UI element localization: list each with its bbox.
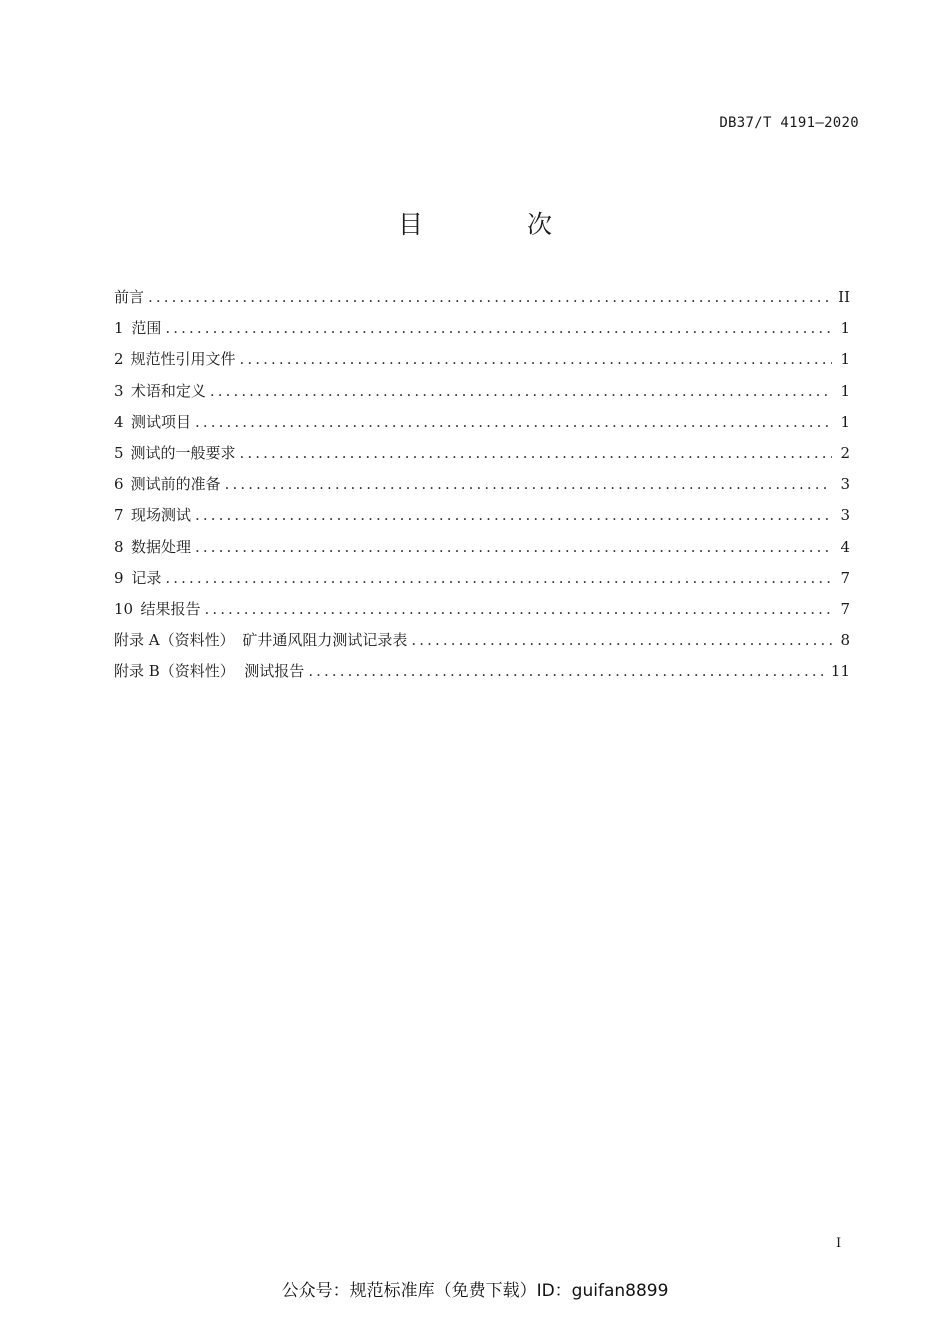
toc-entry-9[interactable] bbox=[114, 567, 850, 598]
toc-page-number: 3 bbox=[840, 506, 850, 525]
toc-entry-title: 术语和定义 bbox=[130, 381, 206, 400]
toc-entry-1[interactable] bbox=[114, 317, 850, 348]
toc-entry-number: 5 bbox=[114, 443, 124, 462]
toc-entry-number: 2 bbox=[114, 350, 124, 369]
toc-entry-number: 8 bbox=[114, 537, 124, 556]
toc-entry-title: 测试报告 bbox=[244, 662, 305, 681]
table-of-contents bbox=[114, 286, 850, 691]
toc-entry-number: 9 bbox=[114, 568, 124, 587]
toc-entry-8[interactable] bbox=[114, 536, 850, 567]
toc-entry-number: 6 bbox=[114, 475, 124, 494]
toc-entry-number: 7 bbox=[114, 506, 124, 525]
toc-leader-dots bbox=[240, 350, 833, 368]
toc-page-number: 1 bbox=[840, 412, 850, 431]
page-title: 目 次 bbox=[398, 210, 600, 239]
toc-entry-title: 记录 bbox=[131, 568, 162, 587]
toc-entry-title: 前言 bbox=[114, 288, 145, 306]
toc-entry-appendix-b[interactable] bbox=[114, 660, 850, 691]
toc-entry-title: 测试的一般要求 bbox=[130, 443, 236, 462]
toc-leader-dots bbox=[195, 538, 832, 556]
toc-page-number: 4 bbox=[840, 537, 850, 556]
toc-page-number: 2 bbox=[840, 443, 850, 462]
toc-entry-title: 规范性引用文件 bbox=[130, 350, 236, 369]
toc-entry-10[interactable] bbox=[114, 598, 850, 629]
toc-entry-title: 范围 bbox=[131, 319, 162, 338]
toc-page-number: II bbox=[838, 288, 850, 306]
toc-entry-4[interactable] bbox=[114, 411, 850, 442]
toc-leader-dots bbox=[411, 631, 832, 649]
toc-entry-2[interactable] bbox=[114, 348, 850, 379]
toc-entry-title: 矿井通风阻力测试记录表 bbox=[242, 631, 408, 650]
toc-page-number: 11 bbox=[830, 662, 850, 681]
toc-page-number: 3 bbox=[840, 475, 850, 494]
toc-leader-dots bbox=[240, 444, 833, 462]
toc-entry-title: 测试项目 bbox=[131, 412, 192, 431]
toc-entry-3[interactable] bbox=[114, 380, 850, 411]
toc-leader-dots bbox=[308, 662, 825, 680]
toc-leader-dots bbox=[210, 382, 832, 400]
toc-page-number: 7 bbox=[840, 599, 850, 618]
toc-entry-title: 数据处理 bbox=[131, 537, 192, 556]
standard-code: DB37/T 4191—2020 bbox=[719, 115, 859, 131]
watermark-text: 公众号：规范标准库（免费下载）ID：guifan8899 bbox=[281, 1281, 669, 1301]
toc-entry-appendix-a[interactable] bbox=[114, 629, 850, 660]
toc-leader-dots bbox=[225, 475, 832, 493]
toc-entry-number: 附录 A（资料性） bbox=[114, 631, 235, 650]
toc-leader-dots bbox=[195, 506, 832, 524]
toc-entry-number: 1 bbox=[114, 319, 124, 338]
toc-entry-number: 10 bbox=[114, 599, 134, 618]
toc-leader-dots bbox=[148, 288, 832, 306]
toc-entry-title: 测试前的准备 bbox=[130, 475, 221, 494]
toc-entry-title: 现场测试 bbox=[131, 506, 192, 525]
toc-page-number: 1 bbox=[840, 350, 850, 369]
toc-leader-dots bbox=[165, 319, 832, 337]
toc-page-number: 1 bbox=[840, 381, 850, 400]
toc-page-number: 1 bbox=[840, 319, 850, 338]
page-number: I bbox=[836, 1236, 842, 1251]
toc-entry-foreword[interactable] bbox=[114, 286, 850, 317]
toc-page-number: 7 bbox=[840, 568, 850, 587]
toc-leader-dots bbox=[204, 600, 832, 618]
toc-leader-dots bbox=[195, 413, 832, 431]
toc-entry-6[interactable] bbox=[114, 473, 850, 504]
toc-entry-7[interactable] bbox=[114, 504, 850, 535]
toc-entry-title: 结果报告 bbox=[140, 599, 201, 618]
toc-leader-dots bbox=[165, 569, 832, 587]
toc-entry-5[interactable] bbox=[114, 442, 850, 473]
toc-page-number: 8 bbox=[840, 631, 850, 650]
toc-entry-number: 4 bbox=[114, 412, 124, 431]
toc-entry-number: 附录 B（资料性） bbox=[114, 662, 235, 681]
toc-entry-number: 3 bbox=[114, 381, 124, 400]
